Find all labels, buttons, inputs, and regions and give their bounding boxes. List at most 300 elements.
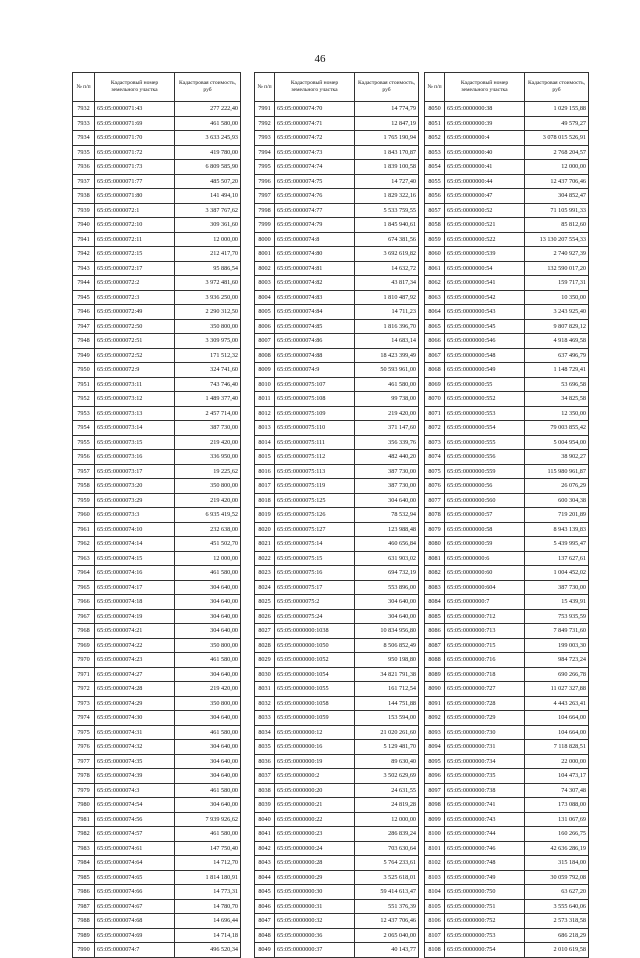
cadastral-number: 65:05:0000000:57 xyxy=(445,508,525,523)
row-number: 7955 xyxy=(73,435,95,450)
row-number: 8039 xyxy=(255,798,275,813)
cadastral-number: 65:05:0000000:30 xyxy=(275,885,355,900)
cadastral-value: 85 812,60 xyxy=(525,218,589,233)
table-row xyxy=(73,522,241,537)
cadastral-value: 219 420,00 xyxy=(175,493,241,508)
cadastral-value: 160 266,75 xyxy=(525,827,589,842)
table-row xyxy=(425,116,589,131)
cadastral-number: 65:05:0000072:2 xyxy=(95,276,175,291)
row-number: 8041 xyxy=(255,827,275,842)
table-row xyxy=(425,885,589,900)
row-number: 7983 xyxy=(73,841,95,856)
row-number: 7953 xyxy=(73,406,95,421)
col-header-cadastral-value: Кадастровая стоимость, руб xyxy=(355,73,419,102)
cadastral-value: 984 723,24 xyxy=(525,653,589,668)
cadastral-value: 18 423 399,49 xyxy=(355,348,419,363)
table-row xyxy=(255,711,419,726)
cadastral-value: 219 420,00 xyxy=(355,406,419,421)
table-row xyxy=(425,160,589,175)
table-row xyxy=(255,856,419,871)
cadastral-number: 65:05:0000075:111 xyxy=(275,435,355,450)
table-row xyxy=(73,783,241,798)
row-number: 8070 xyxy=(425,392,445,407)
table-row xyxy=(425,319,589,334)
cadastral-number: 65:05:0000000:743 xyxy=(445,812,525,827)
cadastral-number: 65:05:0000000:36 xyxy=(275,928,355,943)
cadastral-number: 65:05:0000071:69 xyxy=(95,116,175,131)
cadastral-value: 387 730,00 xyxy=(525,580,589,595)
table-header-row xyxy=(73,73,241,102)
cadastral-number: 65:05:0000000:751 xyxy=(445,899,525,914)
cadastral-value: 324 741,60 xyxy=(175,363,241,378)
cadastral-value: 350 800,00 xyxy=(175,319,241,334)
cadastral-number: 65:05:0000000:41 xyxy=(445,160,525,175)
cadastral-number: 65:05:0000072:17 xyxy=(95,261,175,276)
row-number: 8072 xyxy=(425,421,445,436)
row-number: 8102 xyxy=(425,856,445,871)
cadastral-value: 600 304,38 xyxy=(525,493,589,508)
cadastral-value: 674 381,56 xyxy=(355,232,419,247)
cadastral-number: 65:05:0000075:109 xyxy=(275,406,355,421)
row-number: 8037 xyxy=(255,769,275,784)
row-number: 8008 xyxy=(255,348,275,363)
table-row xyxy=(425,261,589,276)
table-row xyxy=(425,522,589,537)
row-number: 7954 xyxy=(73,421,95,436)
cadastral-value: 131 067,69 xyxy=(525,812,589,827)
cadastral-value: 304 640,00 xyxy=(355,493,419,508)
row-number: 7977 xyxy=(73,754,95,769)
row-number: 8051 xyxy=(425,116,445,131)
cadastral-number: 65:05:0000073:12 xyxy=(95,392,175,407)
table-row xyxy=(73,798,241,813)
table-row xyxy=(425,479,589,494)
table-row xyxy=(255,827,419,842)
row-number: 8021 xyxy=(255,537,275,552)
cadastral-value: 3 633 245,93 xyxy=(175,131,241,146)
cadastral-number: 65:05:0000073:16 xyxy=(95,450,175,465)
cadastral-number: 65:05:0000000:559 xyxy=(445,464,525,479)
row-number: 8026 xyxy=(255,609,275,624)
row-number: 8024 xyxy=(255,580,275,595)
row-number: 7972 xyxy=(73,682,95,697)
cadastral-number: 65:05:0000000:752 xyxy=(445,914,525,929)
table-row xyxy=(425,305,589,320)
cadastral-value: 7 939 926,62 xyxy=(175,812,241,827)
cadastral-value: 3 502 629,69 xyxy=(355,769,419,784)
table-row xyxy=(255,566,419,581)
cadastral-number: 65:05:0000073:29 xyxy=(95,493,175,508)
cadastral-number: 65:05:0000074:65 xyxy=(95,870,175,885)
row-number: 7969 xyxy=(73,638,95,653)
table-row xyxy=(255,493,419,508)
table-row xyxy=(255,421,419,436)
cadastral-value: 12 437 706,46 xyxy=(525,174,589,189)
cadastral-value: 686 218,29 xyxy=(525,928,589,943)
table-row xyxy=(73,464,241,479)
row-number: 7949 xyxy=(73,348,95,363)
cadastral-number: 65:05:0000000:59 xyxy=(445,537,525,552)
cadastral-number: 65:05:0000074:84 xyxy=(275,305,355,320)
row-number: 8105 xyxy=(425,899,445,914)
cadastral-value: 14 632,72 xyxy=(355,261,419,276)
cadastral-number: 65:05:0000000:715 xyxy=(445,638,525,653)
table-row xyxy=(255,885,419,900)
row-number: 8092 xyxy=(425,711,445,726)
cadastral-value: 42 636 286,19 xyxy=(525,841,589,856)
table-row xyxy=(425,827,589,842)
row-number: 7992 xyxy=(255,116,275,131)
cadastral-number: 65:05:0000074:28 xyxy=(95,682,175,697)
cadastral-number: 65:05:0000072:51 xyxy=(95,334,175,349)
cadastral-number: 65:05:0000075:113 xyxy=(275,464,355,479)
row-number: 8075 xyxy=(425,464,445,479)
cadastral-number: 65:05:0000074:76 xyxy=(275,189,355,204)
row-number: 8095 xyxy=(425,754,445,769)
table-row xyxy=(73,653,241,668)
table-body xyxy=(73,102,241,958)
cadastral-value: 3 555 640,06 xyxy=(525,899,589,914)
row-number: 8100 xyxy=(425,827,445,842)
table-row xyxy=(255,609,419,624)
page-number: 46 xyxy=(314,53,326,65)
cadastral-value: 356 339,76 xyxy=(355,435,419,450)
cadastral-number: 65:05:0000000:2 xyxy=(275,769,355,784)
table-row xyxy=(425,363,589,378)
cadastral-number: 65:05:0000000:713 xyxy=(445,624,525,639)
cadastral-number: 65:05:0000000:12 xyxy=(275,725,355,740)
cadastral-number: 65:05:0000000:6 xyxy=(445,551,525,566)
row-number: 8094 xyxy=(425,740,445,755)
cadastral-number: 65:05:0000074:10 xyxy=(95,522,175,537)
col-header-cadastral-number: Кадастровый номер земельного участка xyxy=(95,73,175,102)
cadastral-number: 65:05:0000075:14 xyxy=(275,537,355,552)
table-row xyxy=(425,943,589,958)
table-row xyxy=(425,870,589,885)
row-number: 8090 xyxy=(425,682,445,697)
cadastral-value: 12 437 706,46 xyxy=(355,914,419,929)
cadastral-value: 12 350,00 xyxy=(525,406,589,421)
row-number: 8012 xyxy=(255,406,275,421)
table-row xyxy=(73,116,241,131)
cadastral-value: 10 350,00 xyxy=(525,290,589,305)
cadastral-value: 123 988,48 xyxy=(355,522,419,537)
row-number: 8036 xyxy=(255,754,275,769)
cadastral-value: 304 640,00 xyxy=(175,740,241,755)
cadastral-number: 65:05:0000075:16 xyxy=(275,566,355,581)
table-row xyxy=(255,102,419,117)
table-row xyxy=(425,276,589,291)
cadastral-value: 336 950,00 xyxy=(175,450,241,465)
cadastral-value: 3 078 015 526,91 xyxy=(525,131,589,146)
row-number: 8007 xyxy=(255,334,275,349)
cadastral-number: 65:05:0000072:50 xyxy=(95,319,175,334)
cadastral-value: 496 520,34 xyxy=(175,943,241,958)
table-row xyxy=(255,899,419,914)
cadastral-value: 147 750,40 xyxy=(175,841,241,856)
cadastral-value: 1 845 940,61 xyxy=(355,218,419,233)
table-row xyxy=(255,798,419,813)
row-number: 8048 xyxy=(255,928,275,943)
row-number: 8017 xyxy=(255,479,275,494)
row-number: 8086 xyxy=(425,624,445,639)
cadastral-number: 65:05:0000000:712 xyxy=(445,609,525,624)
table-row xyxy=(73,290,241,305)
cadastral-value: 71 105 991,33 xyxy=(525,203,589,218)
cadastral-number: 65:05:0000075:119 xyxy=(275,479,355,494)
cadastral-value: 2 065 040,00 xyxy=(355,928,419,943)
row-number: 8050 xyxy=(425,102,445,117)
cadastral-number: 65:05:0000074:83 xyxy=(275,290,355,305)
table-row xyxy=(255,218,419,233)
cadastral-value: 637 496,79 xyxy=(525,348,589,363)
cadastral-number: 65:05:0000074:35 xyxy=(95,754,175,769)
table-row xyxy=(255,508,419,523)
row-number: 8054 xyxy=(425,160,445,175)
cadastral-value: 14 683,14 xyxy=(355,334,419,349)
table-row xyxy=(255,131,419,146)
cadastral-number: 65:05:0000075:24 xyxy=(275,609,355,624)
cadastral-value: 419 780,00 xyxy=(175,145,241,160)
cadastral-value: 14 696,44 xyxy=(175,914,241,929)
cadastral-table-right xyxy=(424,72,589,958)
cadastral-number: 65:05:0000000:549 xyxy=(445,363,525,378)
cadastral-number: 65:05:0000000:729 xyxy=(445,711,525,726)
cadastral-number: 65:05:0000074:64 xyxy=(95,856,175,871)
table-row xyxy=(425,102,589,117)
cadastral-value: 460 656,84 xyxy=(355,537,419,552)
cadastral-number: 65:05:0000000:44 xyxy=(445,174,525,189)
row-number: 8011 xyxy=(255,392,275,407)
table-row xyxy=(425,450,589,465)
table-row xyxy=(425,725,589,740)
row-number: 8035 xyxy=(255,740,275,755)
table-row xyxy=(425,377,589,392)
table-row xyxy=(73,624,241,639)
row-number: 8016 xyxy=(255,464,275,479)
table-row xyxy=(73,435,241,450)
row-number: 8009 xyxy=(255,363,275,378)
cadastral-number: 65:05:0000000:1052 xyxy=(275,653,355,668)
cadastral-number: 65:05:0000074:57 xyxy=(95,827,175,842)
cadastral-number: 65:05:0000074:77 xyxy=(275,203,355,218)
cadastral-value: 7 118 828,51 xyxy=(525,740,589,755)
table-row xyxy=(73,899,241,914)
row-number: 7968 xyxy=(73,624,95,639)
table-row xyxy=(425,435,589,450)
cadastral-value: 12 000,00 xyxy=(175,232,241,247)
cadastral-number: 65:05:0000074:82 xyxy=(275,276,355,291)
cadastral-number: 65:05:0000072:3 xyxy=(95,290,175,305)
cadastral-value: 49 579,27 xyxy=(525,116,589,131)
cadastral-number: 65:05:0000074:66 xyxy=(95,885,175,900)
row-number: 8004 xyxy=(255,290,275,305)
table-row xyxy=(425,464,589,479)
col-header-cadastral-value: Кадастровая стоимость, руб xyxy=(175,73,241,102)
cadastral-value: 43 817,34 xyxy=(355,276,419,291)
cadastral-number: 65:05:0000073:17 xyxy=(95,464,175,479)
cadastral-number: 65:05:0000074:30 xyxy=(95,711,175,726)
cadastral-number: 65:05:0000074:7 xyxy=(95,943,175,958)
cadastral-value: 40 143,77 xyxy=(355,943,419,958)
cadastral-value: 304 640,00 xyxy=(175,798,241,813)
row-number: 7982 xyxy=(73,827,95,842)
cadastral-number: 65:05:0000000:545 xyxy=(445,319,525,334)
row-number: 8003 xyxy=(255,276,275,291)
row-number: 7967 xyxy=(73,609,95,624)
cadastral-value: 9 807 829,12 xyxy=(525,319,589,334)
table-row xyxy=(425,856,589,871)
cadastral-value: 304 852,47 xyxy=(525,189,589,204)
row-number: 8030 xyxy=(255,667,275,682)
table-row xyxy=(255,348,419,363)
row-number: 8057 xyxy=(425,203,445,218)
cadastral-number: 65:05:0000074:81 xyxy=(275,261,355,276)
row-number: 7996 xyxy=(255,174,275,189)
table-row xyxy=(73,914,241,929)
cadastral-value: 3 309 975,00 xyxy=(175,334,241,349)
table-row xyxy=(425,624,589,639)
row-number: 7997 xyxy=(255,189,275,204)
table-row xyxy=(73,406,241,421)
cadastral-number: 65:05:0000075:17 xyxy=(275,580,355,595)
cadastral-number: 65:05:0000000:548 xyxy=(445,348,525,363)
cadastral-number: 65:05:0000000:1054 xyxy=(275,667,355,682)
row-number: 8005 xyxy=(255,305,275,320)
table-row xyxy=(255,377,419,392)
cadastral-value: 232 638,00 xyxy=(175,522,241,537)
table-row xyxy=(73,247,241,262)
row-number: 8055 xyxy=(425,174,445,189)
cadastral-number: 65:05:0000074:27 xyxy=(95,667,175,682)
table-row xyxy=(73,725,241,740)
cadastral-value: 304 640,00 xyxy=(355,609,419,624)
row-number: 7950 xyxy=(73,363,95,378)
cadastral-value: 63 627,20 xyxy=(525,885,589,900)
cadastral-value: 551 376,39 xyxy=(355,899,419,914)
cadastral-number: 65:05:0000074:80 xyxy=(275,247,355,262)
table-row xyxy=(425,769,589,784)
cadastral-number: 65:05:0000072:11 xyxy=(95,232,175,247)
cadastral-value: 304 640,00 xyxy=(175,595,241,610)
cadastral-value: 89 630,40 xyxy=(355,754,419,769)
row-number: 8058 xyxy=(425,218,445,233)
cadastral-number: 65:05:0000074:73 xyxy=(275,145,355,160)
cadastral-value: 22 000,00 xyxy=(525,754,589,769)
cadastral-number: 65:05:0000000:744 xyxy=(445,827,525,842)
row-number: 8027 xyxy=(255,624,275,639)
cadastral-value: 8 506 852,49 xyxy=(355,638,419,653)
cadastral-number: 65:05:0000000:553 xyxy=(445,406,525,421)
row-number: 7981 xyxy=(73,812,95,827)
cadastral-value: 3 387 767,62 xyxy=(175,203,241,218)
cadastral-value: 24 631,55 xyxy=(355,783,419,798)
cadastral-value: 141 494,10 xyxy=(175,189,241,204)
table-row xyxy=(73,160,241,175)
row-number: 8013 xyxy=(255,421,275,436)
table-row xyxy=(73,667,241,682)
table-row xyxy=(425,566,589,581)
row-number: 7935 xyxy=(73,145,95,160)
cadastral-value: 30 059 792,08 xyxy=(525,870,589,885)
cadastral-number: 65:05:0000000:28 xyxy=(275,856,355,871)
cadastral-number: 65:05:0000074:3 xyxy=(95,783,175,798)
table-row xyxy=(255,319,419,334)
table-row xyxy=(425,508,589,523)
row-number: 7964 xyxy=(73,566,95,581)
table-row xyxy=(255,624,419,639)
table-row xyxy=(255,812,419,827)
row-number: 8043 xyxy=(255,856,275,871)
cadastral-value: 115 980 961,87 xyxy=(525,464,589,479)
row-number: 7976 xyxy=(73,740,95,755)
table-row xyxy=(255,363,419,378)
cadastral-value: 161 712,54 xyxy=(355,682,419,697)
row-number: 8020 xyxy=(255,522,275,537)
row-number: 8059 xyxy=(425,232,445,247)
row-number: 7985 xyxy=(73,870,95,885)
cadastral-number: 65:05:0000000:1055 xyxy=(275,682,355,697)
table-row xyxy=(425,203,589,218)
cadastral-number: 65:05:0000000:543 xyxy=(445,305,525,320)
cadastral-number: 65:05:0000075:110 xyxy=(275,421,355,436)
row-number: 8025 xyxy=(255,595,275,610)
cadastral-value: 304 640,00 xyxy=(175,754,241,769)
table-row xyxy=(255,653,419,668)
cadastral-value: 1 829 322,16 xyxy=(355,189,419,204)
cadastral-value: 1 843 170,87 xyxy=(355,145,419,160)
cadastral-value: 1 765 190,94 xyxy=(355,131,419,146)
table-row xyxy=(255,160,419,175)
cadastral-value: 1 489 377,40 xyxy=(175,392,241,407)
row-number: 7994 xyxy=(255,145,275,160)
row-number: 7958 xyxy=(73,479,95,494)
row-number: 7965 xyxy=(73,580,95,595)
table-row xyxy=(73,508,241,523)
row-number: 8085 xyxy=(425,609,445,624)
table-row xyxy=(425,406,589,421)
cadastral-value: 1 839 100,58 xyxy=(355,160,419,175)
row-number: 8099 xyxy=(425,812,445,827)
cadastral-value: 6 809 585,90 xyxy=(175,160,241,175)
table-row xyxy=(73,928,241,943)
cadastral-value: 371 147,60 xyxy=(355,421,419,436)
row-number: 8080 xyxy=(425,537,445,552)
cadastral-number: 65:05:0000074:71 xyxy=(275,116,355,131)
cadastral-number: 65:05:0000073:3 xyxy=(95,508,175,523)
cadastral-value: 14 727,40 xyxy=(355,174,419,189)
cadastral-number: 65:05:0000000:55 xyxy=(445,377,525,392)
table-row xyxy=(425,131,589,146)
row-number: 8010 xyxy=(255,377,275,392)
cadastral-value: 7 849 731,60 xyxy=(525,624,589,639)
cadastral-number: 65:05:0000071:77 xyxy=(95,174,175,189)
row-number: 8001 xyxy=(255,247,275,262)
table-row xyxy=(425,334,589,349)
table-row xyxy=(255,754,419,769)
row-number: 7973 xyxy=(73,696,95,711)
row-number: 8045 xyxy=(255,885,275,900)
cadastral-number: 65:05:0000000:552 xyxy=(445,392,525,407)
cadastral-value: 171 512,32 xyxy=(175,348,241,363)
row-number: 8064 xyxy=(425,305,445,320)
table-row xyxy=(425,232,589,247)
cadastral-value: 5 004 954,00 xyxy=(525,435,589,450)
cadastral-value: 14 773,31 xyxy=(175,885,241,900)
row-number: 8018 xyxy=(255,493,275,508)
cadastral-value: 719 201,89 xyxy=(525,508,589,523)
row-number: 7939 xyxy=(73,203,95,218)
